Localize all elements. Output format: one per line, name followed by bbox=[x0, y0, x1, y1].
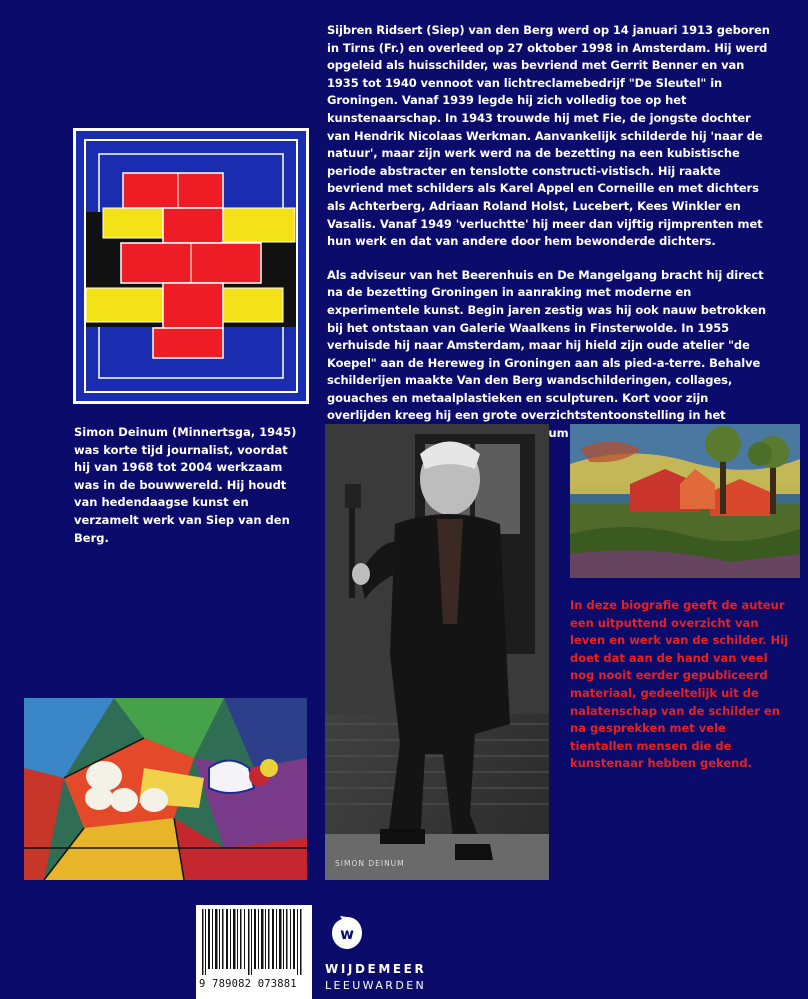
publisher-logo-icon bbox=[330, 915, 364, 951]
author-bio: Simon Deinum (Minnertsga, 1945) was korte tijd journalist, voordat hij van 1968 tot 2004 werkzaam was in de bouwwereld. Hij houdt van hedendaagse kunst en verzamelt werk van Siep van den Berg. bbox=[74, 425, 297, 545]
still-life-painting bbox=[24, 698, 307, 880]
author-portrait-photo bbox=[325, 424, 549, 880]
landscape-painting bbox=[570, 424, 800, 578]
isbn-number: 9 789082 073881 bbox=[199, 978, 297, 990]
biography-text bbox=[327, 22, 775, 476]
constructivist-painting bbox=[73, 128, 309, 404]
publisher-name: WIJDEMEER bbox=[325, 962, 427, 976]
photo-credit: SIMON DEINUM bbox=[335, 859, 405, 868]
book-summary: In deze biografie geeft de auteur een uitputtend overzicht van leven en werk van de schilder. Hij doet dat aan de hand van veel nog nooit eerder gepubliceerd materiaal, gedeeltelijk uit de nalatenschap van de schilder en na gesprekken met vele tientallen mensen die de kunstenaar hebben gekend. bbox=[570, 598, 789, 771]
intro-paragraph-2: Als adviseur van het Beerenhuis en De Mangelgang bracht hij direct na de bezetting Groningen in aanraking met moderne en experimentele kunst. Begin jaren zestig was hij ook nauw betrokken bij het ontstaan van Galerie Waalkens in Finsterwolde. In 1955 verhuisde hij naar Amsterdam, maar hij hield zijn oude atelier "de Koepel" aan de Hereweg in Groningen aan als pied-a-terre. Behalve schilderijen maakte Van den Berg wandschilderingen, collages, gouaches en metaalplastieken en sculpturen. Kort voor zijn overlijden kreeg hij een grote overzichtstentoonstelling in het bbox=[327, 267, 766, 423]
publisher-logo-letter: w bbox=[340, 925, 354, 943]
publisher-city: LEEUWARDEN bbox=[325, 979, 427, 992]
intro-paragraph-1: Sijbren Ridsert (Siep) van den Berg werd op 14 januari 1913 geboren in Tirns (Fr.) en overleed op 27 oktober 1998 in Amsterdam. Hij werd opgeleid als huisschilder, was bevriend met Gerrit Benner en van 1935 tot 1940 vennoot van lichtreclamebedrijf "De Sleutel" in Groningen. Vanaf 1939 legde hij zich volledig toe op het kunstenaarschap. In 1943 trouwde hij met Fie, de jongste dochter van Hendrik Nicolaas Werkman. Aanvankelijk schilderde hij 'naar de natuur', maar zijn werk werd na de bezetting na een kubistische periode abstracter en tenslotte constructi-vistisch. Hij raakte bevriend met schilders als Karel Appel en Corneille en met dichters als Achterberg, Adriaan Roland Holst, Lucebert, Kees Winkler en Vasalis. Vanaf 1949 'verluchtte' hij meer dan vijftig rijmprenten met hun werk en dat van andere door hem bewonderde dichters. bbox=[327, 23, 770, 249]
